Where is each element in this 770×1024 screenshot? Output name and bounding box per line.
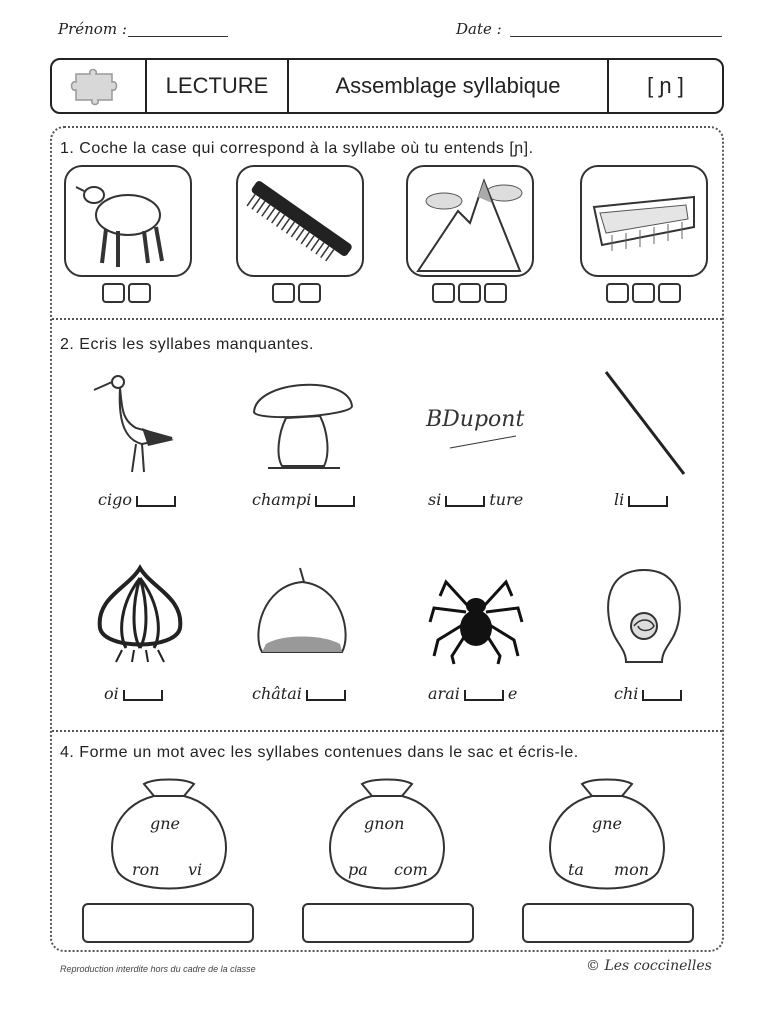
mountain-picture [406, 165, 534, 277]
checkbox[interactable] [632, 283, 655, 303]
mountain-icon [408, 167, 532, 275]
bag3-top-syllable: gne [592, 814, 623, 833]
checkbox[interactable] [128, 283, 151, 303]
syllable-blank[interactable] [123, 690, 163, 701]
word-chignon: chi [614, 684, 686, 703]
checkbox[interactable] [272, 283, 295, 303]
checkbox[interactable] [102, 283, 125, 303]
header-logo-cell [52, 60, 147, 112]
footer-brand: © Les coccinelles [586, 958, 712, 974]
spider-icon [426, 566, 526, 666]
syllable-blank[interactable] [628, 496, 668, 507]
stork-icon [92, 368, 182, 476]
header-subject: LECTURE [147, 60, 289, 112]
bag3-left-syllable: ta [568, 860, 584, 879]
mushroom-icon [248, 370, 358, 474]
syllable-boxes-lamb [102, 283, 151, 303]
word-chataigne: châtai [252, 684, 350, 703]
word-ligne: li [614, 490, 672, 509]
puzzle-piece-icon [68, 66, 130, 106]
line-icon [600, 368, 690, 478]
prenom-label: Prénom : [58, 20, 127, 38]
word-signature: si ture [428, 490, 524, 509]
checkbox[interactable] [432, 283, 455, 303]
section-divider-2 [52, 730, 722, 732]
header-title: Assemblage syllabique [289, 60, 609, 112]
signature-icon [420, 386, 530, 450]
comb-icon [238, 167, 362, 275]
section1-instruction: 1. Coche la case qui correspond à la syllabe où tu entends [ɲ]. [60, 140, 534, 157]
syllable-boxes-bathtub [606, 283, 681, 303]
bag-icon [322, 776, 452, 894]
syllable-blank[interactable] [306, 690, 346, 701]
date-field[interactable] [510, 36, 722, 37]
syllable-blank[interactable] [136, 496, 176, 507]
bag1-right-syllable: vi [188, 860, 203, 879]
word-araignee: arai e [428, 684, 518, 703]
answer-box-3[interactable] [522, 903, 694, 943]
bag3-right-syllable: mon [614, 860, 650, 879]
section2-instruction: 2. Ecris les syllabes manquantes. [60, 336, 314, 353]
bathtub-icon [582, 167, 706, 275]
comb-picture [236, 165, 364, 277]
lamb-icon [66, 167, 190, 275]
lamb-picture [64, 165, 192, 277]
bun-hair-icon [604, 566, 684, 670]
bag2-right-syllable: com [394, 860, 428, 879]
bag-icon [542, 776, 672, 894]
bag1-top-syllable: gne [150, 814, 181, 833]
answer-box-1[interactable] [82, 903, 254, 943]
signature-text: BDupont [426, 407, 525, 432]
worksheet-header [50, 58, 724, 114]
syllable-blank[interactable] [445, 496, 485, 507]
answer-box-2[interactable] [302, 903, 474, 943]
checkbox[interactable] [458, 283, 481, 303]
syllable-boxes-mountain [432, 283, 507, 303]
syllable-boxes-comb [272, 283, 321, 303]
checkbox[interactable] [658, 283, 681, 303]
syllable-blank[interactable] [315, 496, 355, 507]
bag-icon [104, 776, 234, 894]
bag2-top-syllable: gnon [364, 814, 405, 833]
bathtub-picture [580, 165, 708, 277]
bag1-left-syllable: ron [132, 860, 160, 879]
bag2-left-syllable: pa [348, 860, 368, 879]
section-divider-1 [52, 318, 722, 320]
syllable-blank[interactable] [642, 690, 682, 701]
checkbox[interactable] [606, 283, 629, 303]
checkbox[interactable] [484, 283, 507, 303]
checkbox[interactable] [298, 283, 321, 303]
word-cigogne: cigo [98, 490, 180, 509]
section4-instruction: 4. Forme un mot avec les syllabes contenues dans le sac et écris-le. [60, 744, 579, 761]
chestnut-icon [252, 564, 352, 664]
date-label: Date : [456, 20, 502, 38]
footer-notice: Reproduction interdite hors du cadre de la classe [60, 964, 256, 974]
onion-icon [92, 564, 188, 664]
header-sound: [ ɲ ] [647, 73, 684, 98]
syllable-blank[interactable] [464, 690, 504, 701]
prenom-field[interactable] [128, 36, 228, 37]
word-oignon: oi [104, 684, 167, 703]
word-champignon: champi [252, 490, 359, 509]
